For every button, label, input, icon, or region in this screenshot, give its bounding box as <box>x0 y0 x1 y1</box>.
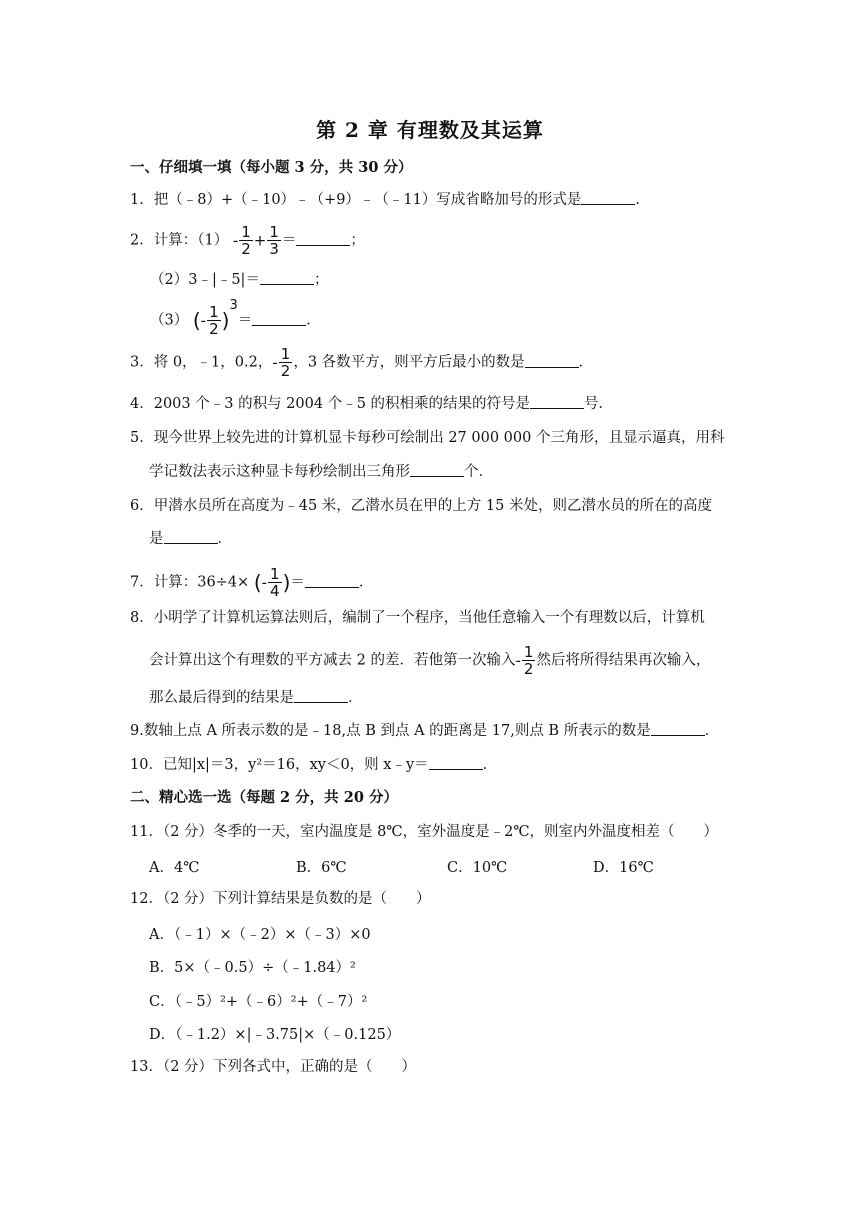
answer-blank <box>296 231 350 246</box>
question-1: 1．把（﹣8）+（﹣10）﹣（+9）﹣（﹣11）写成省略加号的形式是 ． <box>130 192 650 208</box>
page-title: 第 2 章 有理数及其运算 <box>316 118 544 142</box>
answer-blank <box>581 190 635 205</box>
fraction: $\frac{1}{3}$ <box>269 223 279 258</box>
question-11-option-b: B．6℃ <box>296 860 347 876</box>
question-11-option-a: A．4℃ <box>149 860 200 876</box>
answer-blank <box>530 394 584 409</box>
answer-blank <box>429 755 483 770</box>
question-8-line-2: 会计算出这个有理数的平方减去 2 的差．若他第一次输入- $\frac{1}{2}$ 然后将所得结果再次输入， <box>149 643 711 678</box>
question-12-option-d: D．（﹣1.2）×|﹣3.75|×（﹣0.125） <box>149 1027 401 1043</box>
question-12: 12．（2 分）下列计算结果是负数的是（ ） <box>130 891 431 907</box>
question-12-option-c: C．（﹣5）²+（﹣6）²+（﹣7）² <box>149 994 368 1010</box>
question-11: 11．（2 分）冬季的一天，室内温度是 8℃，室外温度是﹣2℃，则室内外温度相差（ ） <box>130 824 719 840</box>
fraction: $\frac{1}{2}$ <box>280 345 291 380</box>
question-2: 2．计算：（1） - $\frac{1}{2}$ + $\frac{1}{3}$ ＝ ； <box>130 223 365 258</box>
question-9: 9.数轴上点 A 所表示数的是﹣18,点 B 到点 A 的距离是 17,则点 B 所表示的数是 ． <box>130 723 720 739</box>
fraction: $\frac{1}{2}$ <box>209 303 219 338</box>
fraction: $\frac{1}{4}$ <box>270 565 280 600</box>
fraction: $\frac{1}{2}$ <box>241 223 251 258</box>
answer-blank <box>305 573 359 588</box>
question-2-text: 2．计算：（1） <box>130 232 229 249</box>
question-8-line-3: 那么最后得到的结果是 ． <box>149 690 363 706</box>
question-1-text: 1．把（﹣8）+（﹣10）﹣（+9）﹣（﹣11）写成省略加号的形式是 <box>130 192 582 208</box>
question-7: 7．计算：36÷4× (- $\frac{1}{4}$ )＝ ． <box>130 565 374 600</box>
question-2-part-2: （2）3﹣|﹣5|＝ ； <box>150 272 329 288</box>
answer-blank <box>260 270 314 285</box>
question-3: 3．将 0，﹣1，0.2，- $\frac{1}{2}$ ，3 各数平方，则平方后最小的数是 ． <box>130 345 594 380</box>
question-12-option-b: B．5×（﹣0.5）÷（﹣1.84）² <box>149 960 356 976</box>
question-8-line-1: 8．小明学了计算机运算法则后，编制了一个程序，当他任意输入一个有理数以后，计算机 <box>130 610 705 626</box>
question-11-option-d: D．16℃ <box>593 860 654 876</box>
question-4: 4．2003 个﹣3 的积与 2004 个﹣5 的积相乘的结果的符号是 号． <box>130 396 614 412</box>
question-10: 10．已知|x|＝3，y²＝16，xy＜0，则 x﹣y＝ ． <box>130 757 498 773</box>
question-13: 13．（2 分）下列各式中，正确的是（ ） <box>130 1059 417 1075</box>
answer-blank <box>252 311 306 326</box>
question-5-line-1: 5．现今世界上较先进的计算机显卡每秒可绘制出 27 000 000 个三角形，且显示逼真，用科 <box>130 430 725 446</box>
answer-blank <box>525 353 579 368</box>
answer-blank <box>410 462 464 477</box>
question-12-option-a: A．（﹣1）×（﹣2）×（﹣3）×0 <box>149 927 371 943</box>
question-5-line-2: 学记数法表示这种显卡每秒绘制出三角形 个． <box>149 464 493 480</box>
question-6-line-2: 是 ． <box>149 531 232 547</box>
question-11-option-c: C．10℃ <box>447 860 508 876</box>
answer-blank <box>294 688 348 703</box>
fraction: $\frac{1}{2}$ <box>523 643 534 678</box>
question-2-part-3: （3） (- $\frac{1}{2}$ )$^3$＝ ． <box>150 297 321 338</box>
answer-blank <box>651 721 705 736</box>
answer-blank <box>164 529 218 544</box>
section-heading-multiple-choice: 二、精心选一选（每题 2 分，共 20 分） <box>130 789 398 806</box>
question-6-line-1: 6．甲潜水员所在高度为﹣45 米，乙潜水员在甲的上方 15 米处，则乙潜水员的所在的高度 <box>130 498 712 514</box>
section-heading-fill-in: 一、仔细填一填（每小题 3 分，共 30 分） <box>130 159 413 176</box>
